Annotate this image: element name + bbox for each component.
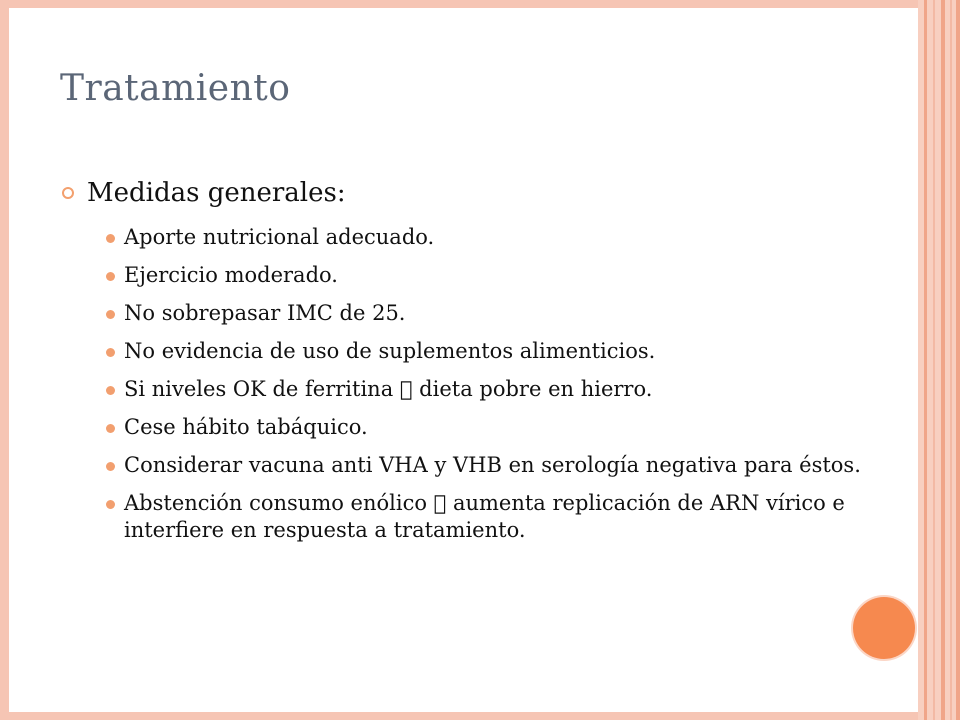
right-stripe: [956, 0, 960, 720]
list-item-text: Abstención consumo enólico aumenta replicación de ARN vírico e interfiere en respuesta a tratamiento.: [124, 491, 826, 542]
right-stripe: [933, 0, 935, 720]
list-item: [106, 490, 866, 544]
frame-left-border: [0, 0, 9, 720]
list-item: [106, 300, 866, 327]
list-item-text: Cese hábito tabáquico.: [124, 415, 368, 439]
dot-bullet-icon: [106, 424, 115, 433]
list-item-text: No evidencia de uso de suplementos alimenticios.: [124, 339, 656, 363]
list-item: [106, 262, 866, 289]
bullet-list: [106, 224, 866, 555]
list-item-text: Considerar vacuna anti VHA y VHB en serología negativa para éstos.: [124, 453, 861, 477]
dot-bullet-icon: [106, 462, 115, 471]
list-item-text: No sobrepasar IMC de 25.: [124, 301, 406, 325]
dot-bullet-icon: [106, 234, 115, 243]
ring-bullet-icon: [62, 187, 74, 199]
dot-bullet-icon: [106, 500, 115, 509]
slide-title: Tratamiento: [60, 68, 291, 109]
right-stripe: [950, 0, 952, 720]
list-item: [106, 414, 866, 441]
right-stripe: [924, 0, 927, 720]
dot-bullet-icon: [106, 272, 115, 281]
dot-bullet-icon: [106, 310, 115, 319]
list-item-text: Si niveles OK de ferritina dieta pobre en hierro.: [124, 377, 634, 401]
dot-bullet-icon: [106, 348, 115, 357]
list-item: [106, 452, 866, 479]
right-stripe: [941, 0, 945, 720]
list-item: [106, 224, 866, 251]
list-item-text: Aporte nutricional adecuado.: [124, 225, 435, 249]
list-item: [106, 376, 866, 403]
decorative-orange-circle: [853, 597, 915, 659]
dot-bullet-icon: [106, 386, 115, 395]
section-heading: Medidas generales:: [87, 178, 346, 208]
frame-top-border: [0, 0, 960, 8]
list-item: [106, 338, 866, 365]
list-item-text: Ejercicio moderado.: [124, 263, 338, 287]
frame-bottom-border: [0, 712, 960, 720]
